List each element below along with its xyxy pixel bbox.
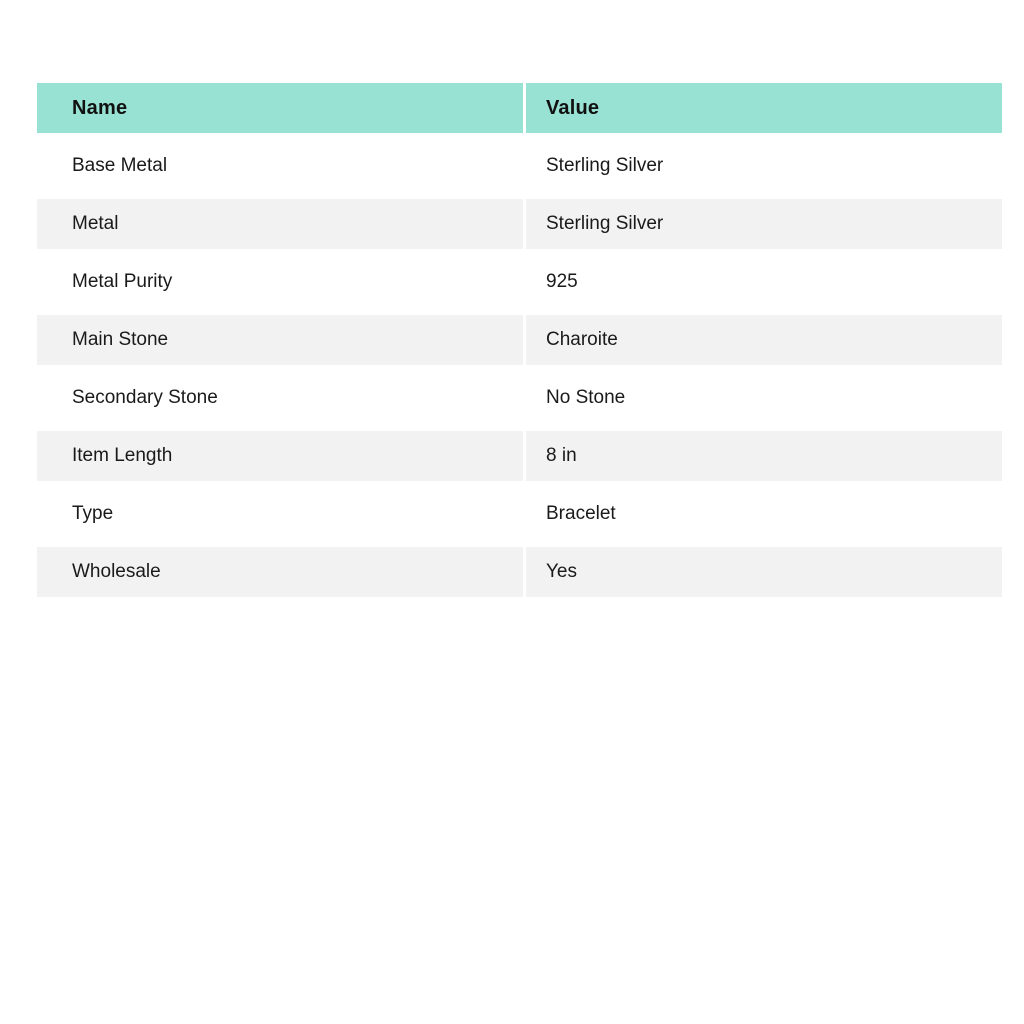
row-name-cell: Secondary Stone: [37, 373, 523, 423]
table-row: [37, 257, 1002, 307]
table-row: [37, 373, 1002, 423]
table-row: [37, 199, 1002, 249]
row-value-cell: Sterling Silver: [526, 141, 1002, 191]
table-row: [37, 431, 1002, 481]
row-value-cell: Sterling Silver: [526, 199, 1002, 249]
row-name-cell: Base Metal: [37, 141, 523, 191]
row-name-cell: Main Stone: [37, 315, 523, 365]
row-value-cell: Charoite: [526, 315, 1002, 365]
row-value-cell: Yes: [526, 547, 1002, 597]
table-row: [37, 315, 1002, 365]
row-name-cell: Metal Purity: [37, 257, 523, 307]
row-value-cell: No Stone: [526, 373, 1002, 423]
table-row: [37, 547, 1002, 597]
header-cell-name: Name: [37, 83, 523, 133]
row-name-cell: Item Length: [37, 431, 523, 481]
row-value-cell: 925: [526, 257, 1002, 307]
table-row: [37, 489, 1002, 539]
row-name-cell: Wholesale: [37, 547, 523, 597]
table-row: [37, 141, 1002, 191]
row-value-cell: 8 in: [526, 431, 1002, 481]
row-value-cell: Bracelet: [526, 489, 1002, 539]
table-header-row: [37, 83, 1002, 133]
row-name-cell: Metal: [37, 199, 523, 249]
product-attributes-table: [37, 83, 1002, 597]
header-cell-value: Value: [526, 83, 1002, 133]
row-name-cell: Type: [37, 489, 523, 539]
